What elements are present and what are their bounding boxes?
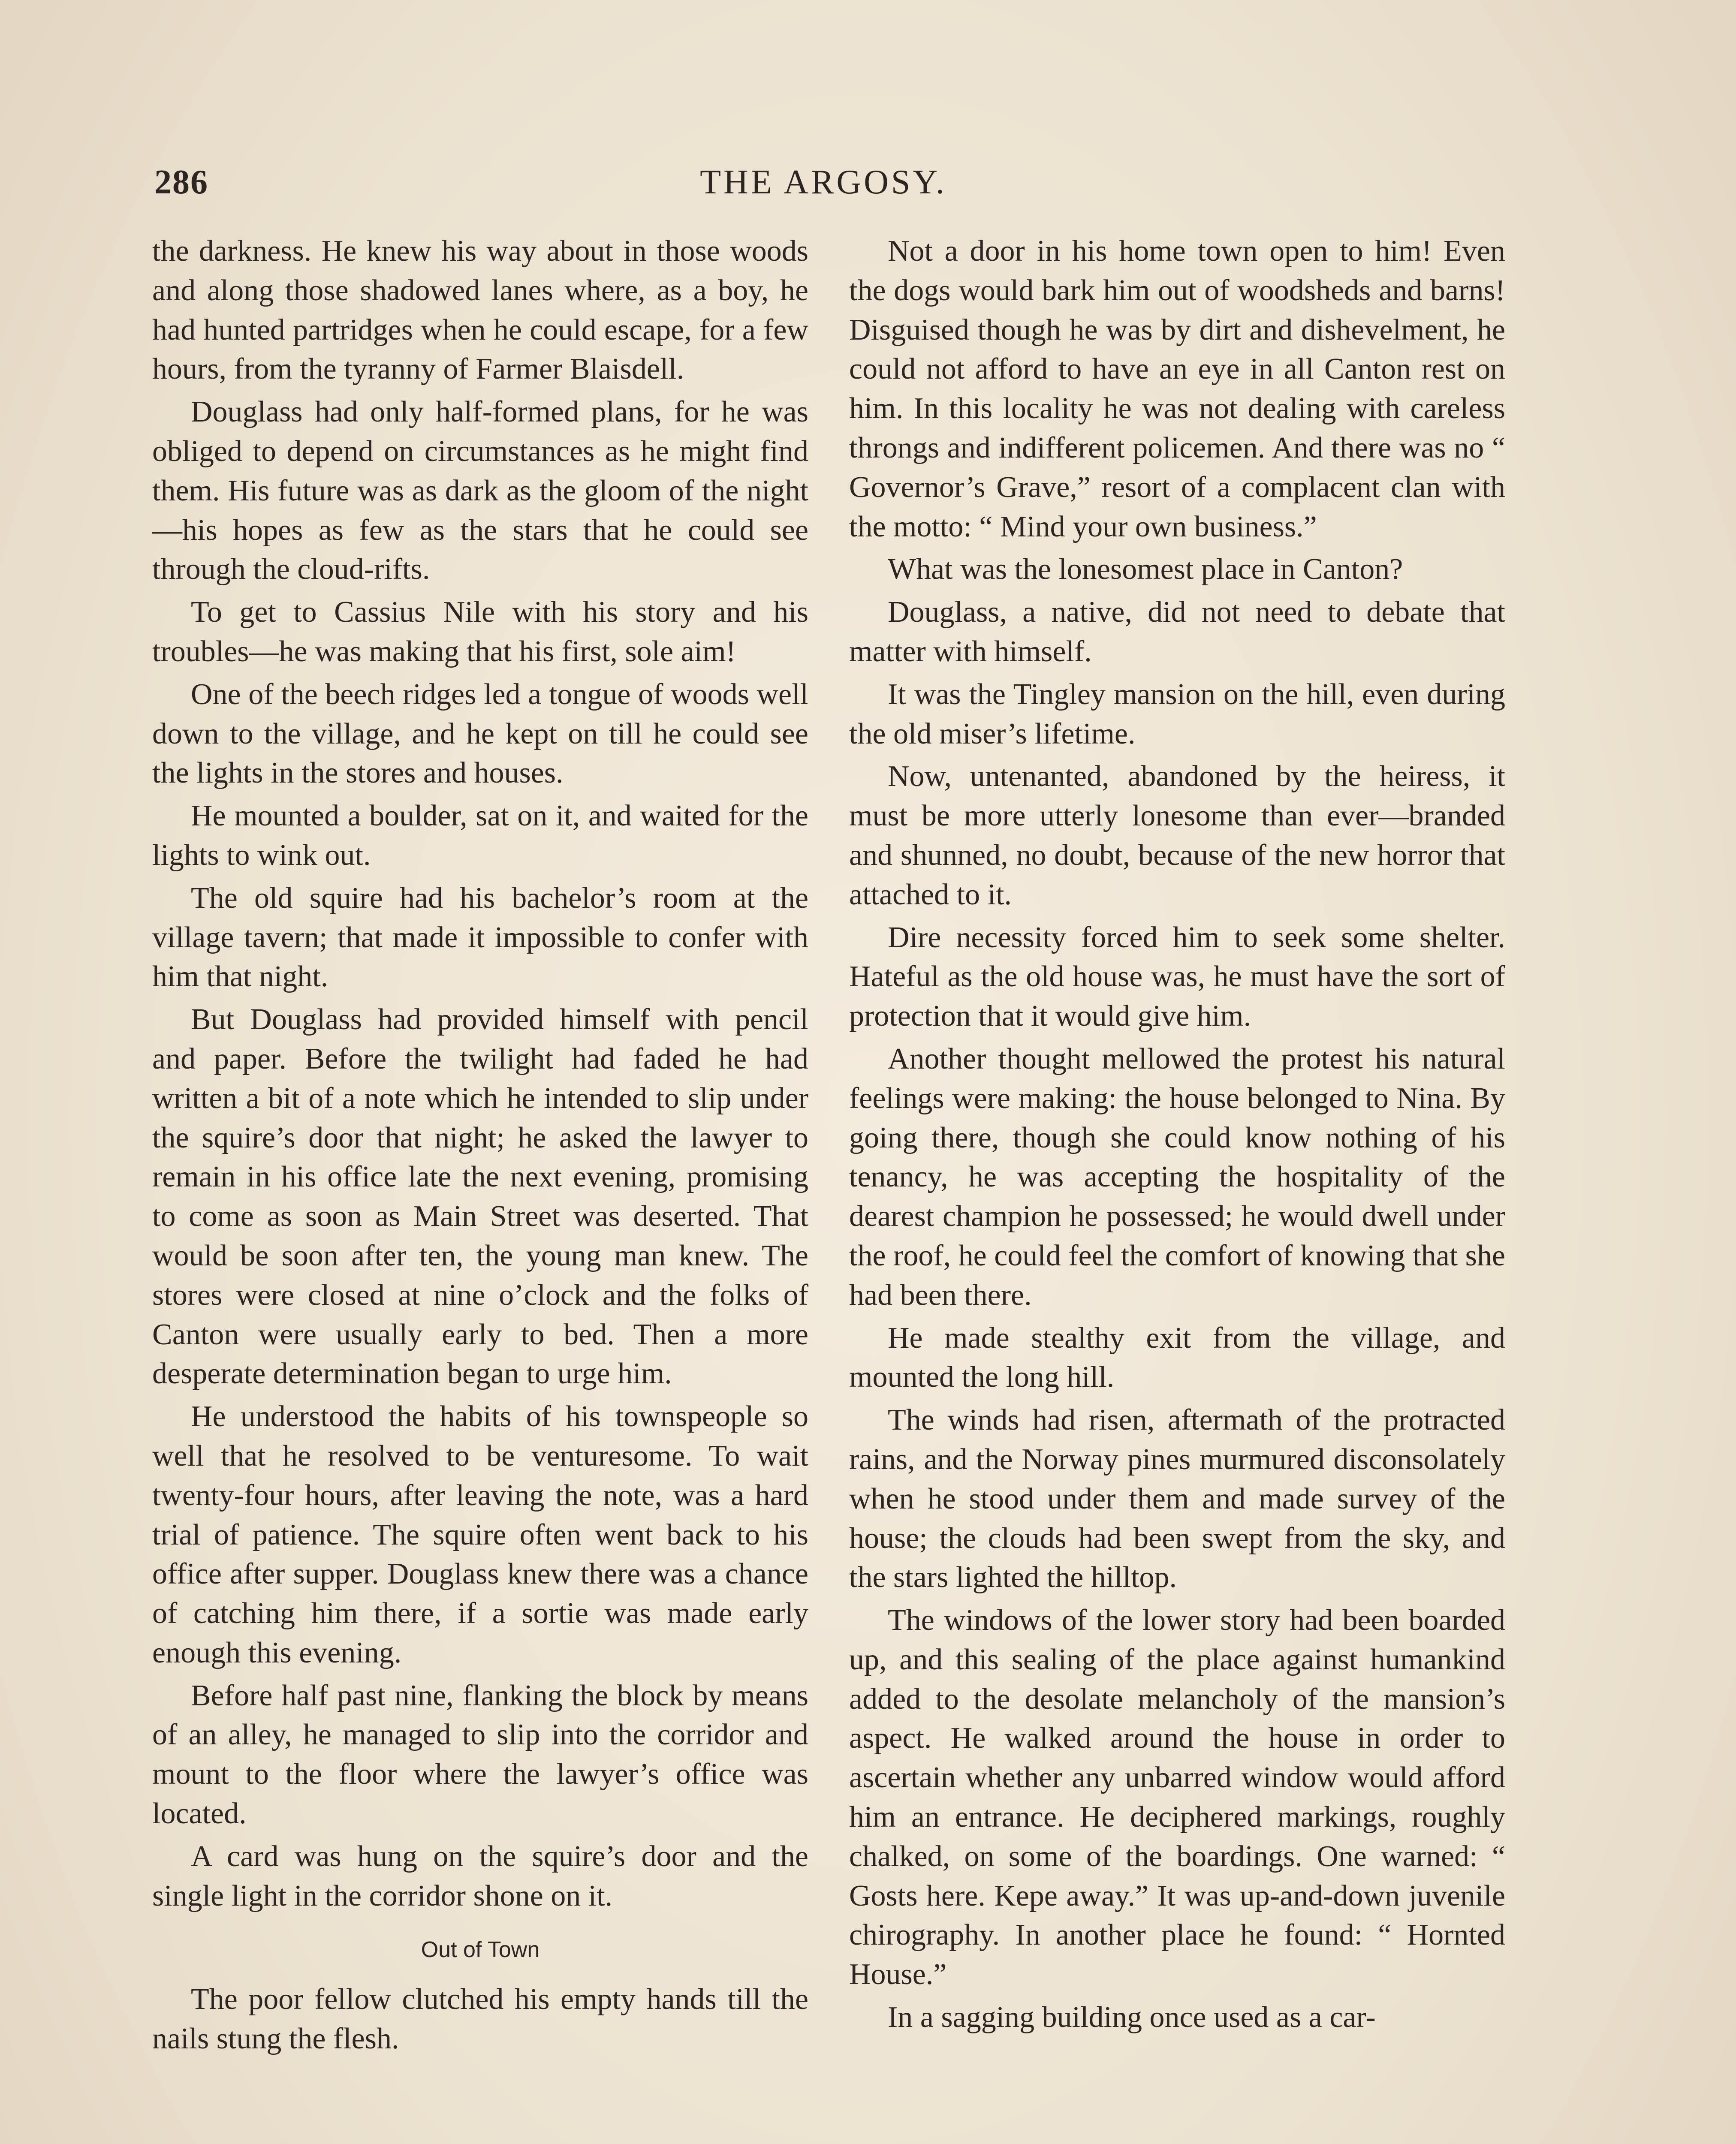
right-column xyxy=(849,232,1505,2041)
paragraph: Now, untenanted, abandoned by the heiress, it must be more utterly lonesome than ever—branded and shunned, no doubt, because of the new horror that attached to it. xyxy=(849,760,1505,911)
paragraph: The poor fellow clutched his empty hands till the nails stung the flesh. xyxy=(152,1983,808,2056)
paragraph: He made stealthy exit from the village, and mounted the long hill. xyxy=(849,1321,1505,1394)
card-text: Out of Town xyxy=(421,1937,540,1963)
paragraph: The winds had risen, aftermath of the protracted rains, and the Norway pines murmured disconsolately when he stood under them and made survey of the house; the clouds had been swept from the sky, and the stars lighted the hilltop. xyxy=(849,1403,1505,1594)
paragraph: To get to Cassius Nile with his story and his troubles—he was making that his first, sole aim! xyxy=(152,596,808,668)
paragraph: It was the Tingley mansion on the hill, even during the old miser’s lifetime. xyxy=(849,678,1505,750)
page-number: 286 xyxy=(154,163,208,201)
running-title: THE ARGOSY. xyxy=(700,163,947,201)
paragraph: The old squire had his bachelor’s room at the village tavern; that made it impossible to confer with him that night. xyxy=(152,881,808,994)
paragraph: He understood the habits of his townspeople so well that he resolved to be venturesome. To wait twenty-four hours, after leaving the note, was a hard trial of patience. The squire often went back to his office after supper. Douglass knew there was a chance of catching him there, if a sortie was made early enough this evening. xyxy=(152,1400,808,1669)
paragraph: A card was hung on the squire’s door and the single light in the corridor shone on it. xyxy=(152,1840,808,1912)
left-column xyxy=(152,232,808,2062)
paragraph: the darkness. He knew his way about in those woods and along those shadowed lanes where, as a boy, he had hunted partridges when he could escape, for a few hours, from the tyranny of Farmer Blaisdell. xyxy=(152,235,808,386)
paragraph: But Douglass had provided himself with pencil and paper. Before the twilight had faded he had written a bit of a note which he intended to slip under the squire’s door that night; he asked the lawyer to remain in his office late the next evening, promising to come as soon as Main Street was deserted. That would be soon after ten, the young man knew. The stores were closed at nine o’clock and the folks of Canton were usually early to bed. Then a more desperate determination began to urge him. xyxy=(152,1003,808,1391)
paragraph: Douglass, a native, did not need to debate that matter with himself. xyxy=(849,596,1505,668)
paragraph: In a sagging building once used as a car- xyxy=(888,2001,1376,2034)
paragraph: The windows of the lower story had been boarded up, and this sealing of the place against humankind added to the desolate melancholy of the mansion’s aspect. He walked around the house in order to ascertain whether any unbarred window would afford him an entrance. He deciphered markings, roughly chalked, on some of the boardings. One warned: “ Gosts here. Kepe away.” It was up-and-down juvenile chirography. In another place he found: “ Hornted House.” xyxy=(849,1604,1505,1991)
page-header xyxy=(154,154,1492,223)
paragraph: Another thought mellowed the protest his natural feelings were making: the house belonged to Nina. By going there, though she could know nothing of his tenancy, he was accepting the hospitality of the dearest champion he possessed; he would dwell under the roof, he could feel the comfort of knowing that she had been there. xyxy=(849,1042,1505,1312)
paragraph: What was the lonesomest place in Canton? xyxy=(888,553,1403,586)
paragraph: Dire necessity forced him to seek some shelter. Hateful as the old house was, he must have the sort of protection that it would give him. xyxy=(849,921,1505,1033)
paragraph: He mounted a boulder, sat on it, and waited for the lights to wink out. xyxy=(152,799,808,872)
paragraph: Before half past nine, flanking the block by means of an alley, he managed to slip into the corridor and mount to the floor where the lawyer’s office was located. xyxy=(152,1679,808,1831)
paragraph: Not a door in his home town open to him! Even the dogs would bark him out of woodsheds and barns! Disguised though he was by dirt and dishevelment, he could not afford to have an eye in all Canton rest on him. In this locality he was not dealing with careless throngs and indifferent policemen. And there was no “ Governor’s Grave,” resort of a complacent clan with the motto: “ Mind your own business.” xyxy=(849,235,1505,543)
paragraph: Douglass had only half-formed plans, for he was obliged to depend on circumstances as he might find them. His future was as dark as the gloom of the night—his hopes as few as the stars that he could see through the cloud-rifts. xyxy=(152,395,808,586)
paragraph: One of the beech ridges led a tongue of woods well down to the village, and he kept on till he could see the lights in the stores and houses. xyxy=(152,678,808,790)
